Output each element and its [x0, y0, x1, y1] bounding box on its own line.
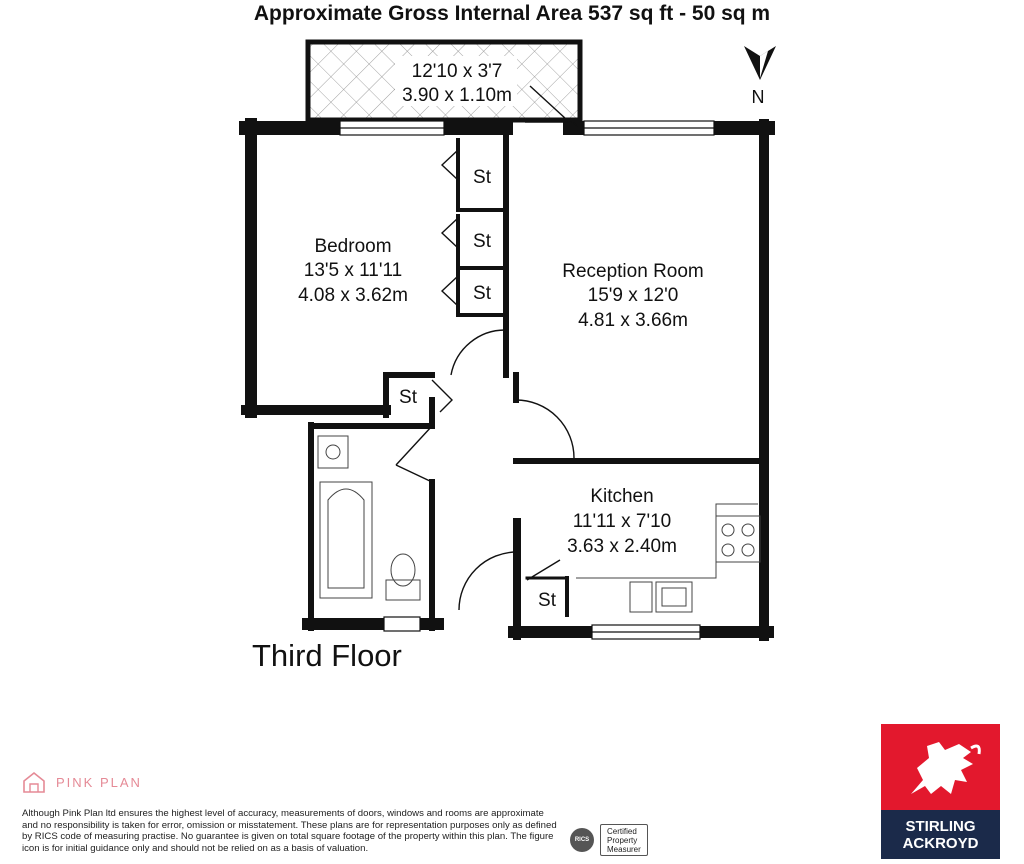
rics-line-1: Certified	[607, 827, 637, 836]
griffin-icon	[881, 724, 1000, 810]
balcony-dim-imperial: 12'10 x 3'7	[411, 61, 503, 82]
bedroom-dim-imperial: 13'5 x 11'11	[303, 260, 403, 281]
doors	[396, 86, 578, 610]
agent-logo	[881, 724, 1000, 859]
storage-label-5: St	[538, 590, 556, 611]
rics-line-3: Measurer	[607, 845, 641, 854]
rics-line-2: Property	[607, 836, 638, 845]
kitchen-name: Kitchen	[590, 486, 654, 507]
reception-dim-metric: 4.81 x 3.66m	[578, 310, 688, 331]
area-title: Approximate Gross Internal Area 537 sq ft - 50 sq m	[253, 2, 771, 25]
bedroom-name: Bedroom	[314, 236, 392, 257]
storage-label-3: St	[473, 283, 491, 304]
storage-label-2: St	[473, 231, 491, 252]
bathroom-fixtures	[318, 436, 420, 600]
walls	[246, 124, 768, 636]
kitchen-dim-metric: 3.63 x 2.40m	[567, 536, 677, 557]
reception-name: Reception Room	[562, 261, 704, 282]
storage-label-4: St	[399, 387, 417, 408]
agent-name-line-2: ACKROYD	[902, 834, 979, 852]
windows	[340, 121, 714, 639]
reception-dim-imperial: 15'9 x 12'0	[587, 285, 679, 306]
house-icon	[22, 770, 46, 794]
balcony-dim-metric: 3.90 x 1.10m	[402, 85, 512, 106]
storage-label-1: St	[473, 167, 491, 188]
room-labels	[298, 61, 704, 611]
bedroom-dim-metric: 4.08 x 3.62m	[298, 285, 408, 306]
kitchen-dim-imperial: 11'11 x 7'10	[572, 511, 672, 532]
brand-name: PINK PLAN	[56, 774, 142, 790]
north-arrow-icon	[744, 46, 776, 107]
agent-name-line-1: STIRLING	[905, 817, 976, 835]
disclaimer: Although Pink Plan ltd ensures the highest level of accuracy, measurements of doors, windows and rooms are approximate and no responsibility is taken for error, omission or misstatement. These plans are for representation purposes only as defined by RICS code of measuring practise. No guarantee is given on total square footage of the property within this plan. The figure icon is for initial guidance only and should not be relied on as a basis of valuation.	[22, 808, 557, 854]
rics-badge-icon: RICS	[570, 828, 594, 852]
north-label: N	[751, 87, 765, 107]
floor-label: Third Floor	[252, 638, 402, 673]
rics-certification	[570, 824, 648, 856]
pink-plan-logo	[22, 770, 142, 794]
